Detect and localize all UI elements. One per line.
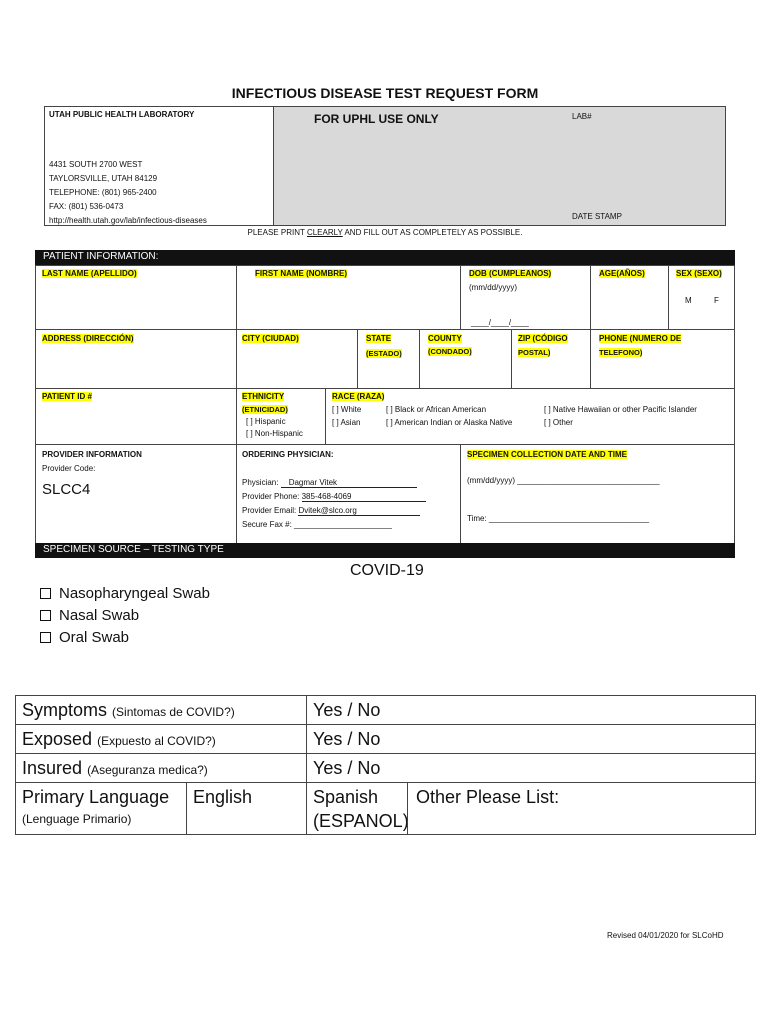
state-field[interactable] — [357, 329, 420, 389]
print-note: PLEASE PRINT CLEARLY AND FILL OUT AS COMPLETELY AS POSSIBLE. — [247, 228, 523, 237]
ordering-physician-label: ORDERING PHYSICIAN: — [242, 450, 334, 459]
last-name-field[interactable] — [35, 265, 237, 330]
phone-label: PHONE (NUMERO DE — [599, 334, 682, 343]
symptoms-question — [15, 695, 307, 725]
lab-name: UTAH PUBLIC HEALTH LABORATORY — [49, 110, 195, 119]
checkbox-icon[interactable] — [40, 610, 51, 621]
ethnicity-field — [236, 388, 326, 445]
dob-label: DOB (CUMPLEANOS) — [469, 269, 552, 278]
race-other-option[interactable]: [ ] Other — [544, 418, 573, 427]
age-label: AGE(AÑOS) — [599, 269, 645, 278]
sex-m[interactable]: M — [685, 296, 692, 305]
race-field — [325, 388, 735, 445]
city-field[interactable] — [236, 329, 358, 389]
exposed-label: Exposed — [22, 729, 93, 749]
age-field[interactable] — [590, 265, 669, 330]
first-name-label: FIRST NAME (NOMBRE) — [255, 269, 347, 278]
provider-phone-value[interactable]: 385-468-4069 — [302, 492, 426, 502]
sex-label: SEX (SEXO) — [676, 269, 722, 278]
zip-label-es: POSTAL) — [518, 348, 551, 357]
date-stamp-label: DATE STAMP — [572, 212, 622, 221]
insured-yes-no[interactable]: Yes / No — [313, 758, 381, 778]
collection-time[interactable]: Time: ____________________________________ — [467, 514, 650, 523]
patient-info-header: PATIENT INFORMATION: — [35, 250, 735, 265]
provider-info-box — [35, 444, 237, 544]
specimen-option-nasopharyngeal[interactable]: Nasopharyngeal Swab — [40, 583, 210, 605]
lab-address2: TAYLORSVILLE, UTAH 84129 — [49, 174, 158, 183]
zip-label: ZIP (CÓDIGO — [518, 334, 568, 343]
lab-url: http://health.utah.gov/lab/infectious-diseases — [49, 216, 207, 225]
symptoms-label-es: (Sintomas de COVID?) — [112, 705, 235, 719]
insured-answer[interactable] — [306, 753, 756, 783]
ethnicity-hispanic-option[interactable]: [ ] Hispanic — [246, 417, 286, 426]
county-field[interactable] — [419, 329, 512, 389]
state-label: STATE — [366, 334, 392, 343]
specimen-source-list — [40, 583, 210, 649]
provider-phone-label: Provider Phone: — [242, 492, 300, 501]
first-name-field[interactable] — [236, 265, 461, 330]
spanish-label: Spanish — [313, 787, 379, 807]
county-label-es: (CONDADO) — [428, 347, 472, 356]
lab-number-label: LAB# — [572, 112, 592, 121]
specimen-option-nasal[interactable]: Nasal Swab — [40, 605, 210, 627]
dob-field[interactable] — [460, 265, 591, 330]
test-type: COVID-19 — [350, 562, 424, 579]
secure-fax-value[interactable]: ______________________ — [294, 520, 392, 529]
english-label: English — [193, 787, 253, 807]
checkbox-icon[interactable] — [40, 632, 51, 643]
insured-label-es: (Aseguranza medica?) — [87, 763, 208, 777]
uphl-use-box — [273, 106, 726, 226]
city-label: CITY (CIUDAD) — [242, 334, 299, 343]
collection-date[interactable]: (mm/dd/yyyy) ________________________________ — [467, 476, 660, 485]
symptoms-answer[interactable] — [306, 695, 756, 725]
secure-fax-line — [242, 520, 392, 529]
patient-id-label: PATIENT ID # — [42, 392, 92, 401]
dob-blank: ____/____/____ — [471, 318, 529, 327]
language-english-option[interactable] — [186, 782, 307, 835]
language-question — [15, 782, 187, 835]
address-label: ADDRESS (DIRECCIÓN) — [42, 334, 134, 343]
physician-line — [242, 478, 417, 488]
race-american-indian-option[interactable]: [ ] American Indian or Alaska Native — [386, 418, 513, 427]
form-title: INFECTIOUS DISEASE TEST REQUEST FORM — [231, 85, 539, 101]
last-name-label: LAST NAME (APELLIDO) — [42, 269, 137, 278]
county-label: COUNTY — [428, 334, 462, 343]
phone-label-es: TELEFONO) — [599, 348, 643, 357]
ethnicity-label-es: (ETNICIDAD) — [242, 405, 288, 414]
insured-question — [15, 753, 307, 783]
provider-email-label: Provider Email: — [242, 506, 297, 515]
zip-field[interactable] — [511, 329, 591, 389]
revision-footer: Revised 04/01/2020 for SLCoHD — [607, 931, 724, 940]
patient-id-field[interactable] — [35, 388, 237, 445]
language-label-es: (Lenguage Primario) — [22, 812, 132, 826]
exposed-label-es: (Expuesto al COVID?) — [97, 734, 216, 748]
state-label-es: (ESTADO) — [366, 349, 402, 358]
provider-info-header: PROVIDER INFORMATION — [42, 450, 142, 459]
sex-field[interactable] — [668, 265, 735, 330]
ethnicity-label: ETHNICITY — [242, 392, 285, 401]
symptoms-yes-no[interactable]: Yes / No — [313, 700, 381, 720]
specimen-collection-box — [460, 444, 735, 544]
uphl-use-only: FOR UPHL USE ONLY — [314, 112, 439, 126]
race-white-option[interactable]: [ ] White — [332, 405, 362, 414]
lab-fax: FAX: (801) 536-0473 — [49, 202, 124, 211]
symptoms-label: Symptoms — [22, 700, 108, 720]
provider-code-label: Provider Code: — [42, 464, 96, 473]
race-black-option[interactable]: [ ] Black or African American — [386, 405, 487, 414]
sex-f[interactable]: F — [714, 296, 719, 305]
lab-info-box — [44, 106, 274, 226]
checkbox-icon[interactable] — [40, 588, 51, 599]
provider-phone-line — [242, 492, 426, 502]
secure-fax-label: Secure Fax #: — [242, 520, 292, 529]
ordering-physician-box — [236, 444, 461, 544]
race-pacific-islander-option[interactable]: [ ] Native Hawaiian or other Pacific Islander — [544, 405, 697, 414]
dob-format: (mm/dd/yyyy) — [469, 283, 517, 292]
exposed-yes-no[interactable]: Yes / No — [313, 729, 381, 749]
provider-email-line — [242, 506, 420, 516]
specimen-source-header: SPECIMEN SOURCE – TESTING TYPE — [35, 543, 735, 558]
ethnicity-non-hispanic-option[interactable]: [ ] Non-Hispanic — [246, 429, 303, 438]
spanish-label-es: (ESPANOL) — [313, 811, 409, 831]
collection-header: SPECIMEN COLLECTION DATE AND TIME — [467, 450, 627, 459]
provider-code[interactable]: SLCC4 — [42, 481, 91, 498]
race-asian-option[interactable]: [ ] Asian — [332, 418, 361, 427]
insured-label: Insured — [22, 758, 83, 778]
physician-value[interactable]: Dagmar Vitek — [281, 478, 417, 488]
exposed-question — [15, 724, 307, 754]
provider-email-value[interactable]: Dvitek@slco.org — [298, 506, 420, 516]
lab-telephone: TELEPHONE: (801) 965-2400 — [49, 188, 157, 197]
language-spanish-option[interactable] — [306, 782, 408, 835]
race-label: RACE (RAZA) — [332, 392, 385, 401]
language-label: Primary Language — [22, 787, 170, 807]
language-other-option[interactable] — [407, 782, 756, 835]
physician-label: Physician: — [242, 478, 279, 487]
address-field[interactable] — [35, 329, 237, 389]
other-language-label: Other Please List: — [416, 787, 560, 807]
lab-address1: 4431 SOUTH 2700 WEST — [49, 160, 143, 169]
exposed-answer[interactable] — [306, 724, 756, 754]
phone-field[interactable] — [590, 329, 735, 389]
specimen-option-oral[interactable]: Oral Swab — [40, 627, 210, 649]
